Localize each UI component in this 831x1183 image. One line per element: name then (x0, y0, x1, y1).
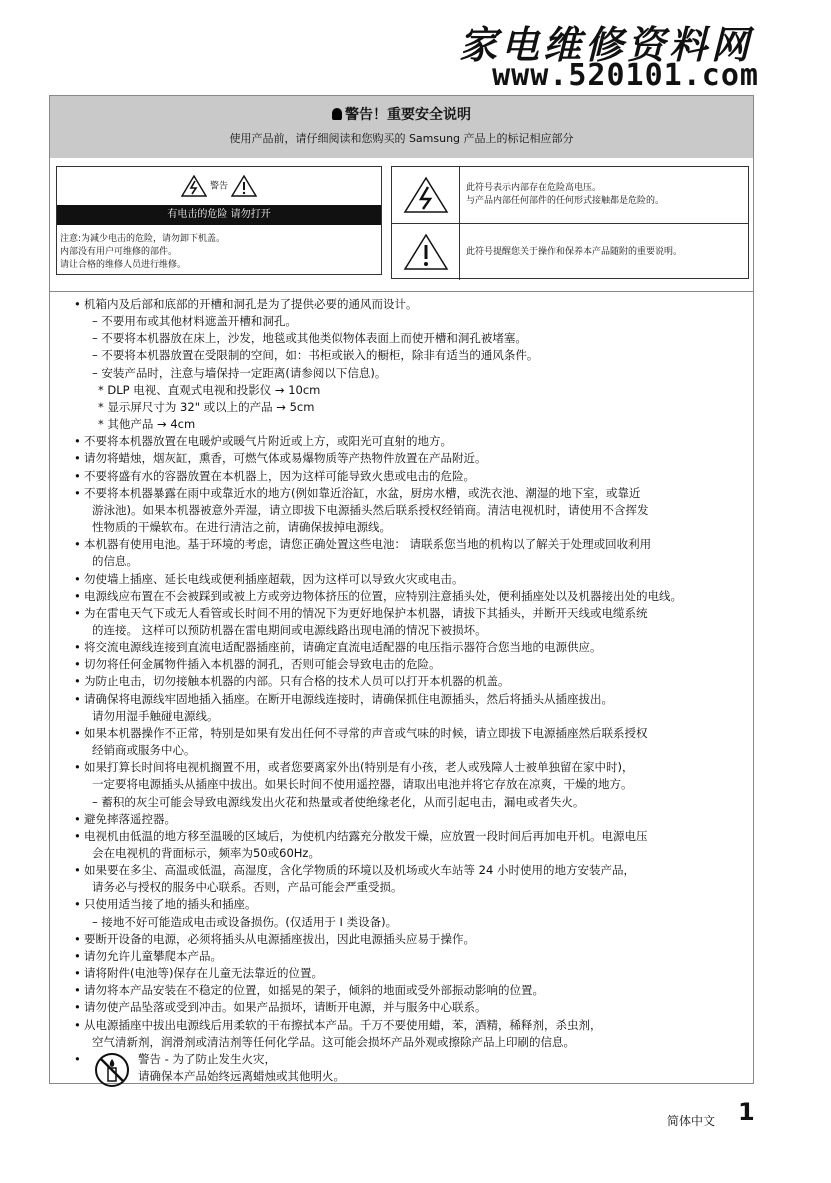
list-item: 会在电视机的背面标示，频率为50或60Hz。 (92, 846, 320, 860)
bullet-item: • 如果要在多尘、高温或低温，高湿度，含化学物质的环境以及机场或火车站等 24 小时使用的地方安装产品， (72, 862, 742, 879)
bullet-item: • 勿使墙上插座、延长电线或便利插座超载，因为这样可以导致火灾或电击。 (72, 571, 742, 588)
bullet-item: • 如果本机器操作不正常，特别是如果有发出任何不寻常的声音或气味的时候，请立即拔下电源插座然后联系授权 (72, 725, 742, 742)
bullet-item: • 电视机由低温的地方移至温暖的区域后，为使机内结露充分散发干燥，应放置一段时间后再加电开机。电源电压 (72, 828, 742, 845)
symbol-row: 此符号提醒您关于操作和保养本产品随附的重要说明。 (392, 223, 748, 280)
list-item: 游泳池)。如果本机器被意外弄湿，请立即拔下电源插头然后联系授权经销商。清洁电视机时，请使用不含挥发 (92, 502, 649, 517)
bullet-item: • 要断开设备的电源，必须将插头从电源插座拔出，因此电源插头应易于操作。 (72, 931, 742, 948)
safety-frame (49, 95, 754, 1084)
bullet-item: • 请勿允许儿童攀爬本产品。 (72, 948, 742, 965)
list-item: – 不要将本机器放置在受限制的空间，如：书柜或嵌入的橱柜，除非有适当的通风条件。 (92, 348, 539, 363)
safety-instructions (72, 296, 742, 1093)
list-item: 一定要将电源插头从插座中拔出。如果长时间不使用遥控器，请取出电池并将它存放在凉爽，干燥的地方。 (92, 777, 633, 792)
fire-warning-line2: 请确保本产品始终远离蜡烛或其他明火。 (138, 1068, 345, 1083)
symbol-table (391, 166, 749, 279)
list-item: 经销商或服务中心。 (92, 743, 196, 758)
symbol-row: 此符号表示内部存在危险高电压。 与产品内部任何部件的任何形式接触都是危险的。 (392, 167, 748, 223)
list-item: – 接地不好可能造成电击或设备损伤。(仅适用于 I 类设备)。 (92, 914, 398, 929)
hand-icon (332, 108, 342, 120)
fire-warning-line1: • 警告 - 为了防止发生火灾， (138, 1051, 276, 1066)
bullet-item: • 不要将本机器放置在电暖炉或暖气片附近或上方，或阳光可直射的地方。 (72, 433, 742, 450)
warning-note: 注意:为减少电击的危险，请勿卸下机盖。 内部没有用户可维修的部件。 请让合格的维修人员进行维修。 (60, 234, 226, 270)
bullet-item: • 为在雷电天气下或无人看管或长时间不用的情况下为更好地保护本机器，请拔下其插头，并断开天线或电缆系统 (72, 605, 742, 622)
page-number: 1 (738, 1098, 755, 1126)
list-item: 请勿用湿手触碰电源线。 (92, 708, 219, 723)
footer-language: 简体中文 (667, 1114, 716, 1128)
banner-subtitle: 使用产品前，请仔细阅读和您购买的 Samsung 产品上的标记相应部分 (229, 132, 574, 145)
bullet-item: • 避免摔落遥控器。 (72, 811, 742, 828)
bullet-item: • 机箱内及后部和底部的开槽和洞孔是为了提供必要的通风而设计。 (72, 296, 742, 313)
list-item: 请务必与授权的服务中心联系。否则，产品可能会严重受损。 (92, 880, 403, 895)
list-item: – 不要用布或其他材料遮盖开槽和洞孔。 (92, 314, 297, 329)
list-item: – 安装产品时，注意与墙保持一定距离(请参阅以下信息)。 (92, 365, 387, 380)
list-item: 的信息。 (92, 554, 138, 569)
bullet-item: • 切勿将任何金属物件插入本机器的洞孔，否则可能会导致电击的危险。 (72, 656, 742, 673)
bullet-item: • 不要将本机器暴露在雨中或靠近水的地方(例如靠近浴缸，水盆，厨房水槽，或洗衣池、潮湿的地下室，或靠近 (72, 485, 742, 502)
list-item: * DLP 电视、直观式电视和投影仪 → 10cm (98, 382, 321, 397)
bullet-item: • 电源线应布置在不会被踩到或被上方或旁边物体挤压的位置，应特别注意插头处，便利插座处以及机器接出处的电线。 (72, 588, 742, 605)
watermark-title: 家电维修资料网 (458, 22, 753, 67)
bullet-item: • 请将附件(电池等)保存在儿童无法靠近的位置。 (72, 965, 742, 982)
bullet-item: • 为防止电击，切勿接触本机器的内部。只有合格的技术人员可以打开本机器的机盖。 (72, 673, 742, 690)
no-flame-icon (94, 1052, 130, 1088)
list-item: * 显示屏尺寸为 32" 或以上的产品 → 5cm (98, 399, 315, 414)
list-item: 性物质的干燥软布。在进行清洁之前，请确保拔掉电源线。 (92, 520, 391, 535)
watermark-url: www.520101.com (492, 58, 759, 93)
warning-banner (50, 96, 753, 158)
section-divider (50, 291, 753, 292)
bullet-item: • 不要将盛有水的容器放置在本机器上，因为这样可能导致火患或电击的危险。 (72, 468, 742, 485)
lightning-triangle-icon (181, 175, 207, 197)
list-item: 空气清新剂，润滑剂或清洁剂等任何化学品。这可能会损坏产品外观或擦除产品上印刷的信息。 (92, 1034, 575, 1049)
bullet-item: • 请勿使产品坠落或受到冲击。如果产品损坏，请断开电源，并与服务中心联系。 (72, 999, 742, 1016)
bullet-item: • 本机器有使用电池。基于环境的考虑，请您正确处置这些电池： 请联系您当地的机构以了解关于处理或回收利用 (72, 536, 742, 553)
bullet-item: • 请勿将本产品安装在不稳定的位置，如摇晃的架子，倾斜的地面或受外部振动影响的位置。 (72, 982, 742, 999)
banner-title: 警告！重要安全说明 (345, 107, 471, 123)
warning-label (56, 166, 382, 275)
warning-bar: 有电击的危险 请勿打开 (57, 205, 381, 225)
bullet-item: • 将交流电源线连接到直流电适配器插座前，请确定直流电适配器的电压指示器符合您当地的电源供应。 (72, 639, 742, 656)
list-item: – 不要将本机器放在床上，沙发，地毯或其他类似物体表面上而使开槽和洞孔被堵塞。 (92, 331, 527, 346)
bullet-item: • 请勿将蜡烛，烟灰缸，熏香，可燃气体或易爆物质等产热物件放置在产品附近。 (72, 450, 742, 467)
warning-caption: 警告 (209, 181, 228, 192)
fire-warning-item (72, 1051, 742, 1093)
bullet-item: • 如果打算长时间将电视机搁置不用，或者您要离家外出(特别是有小孩，老人或残障人士被单独留在家中时)， (72, 759, 742, 776)
exclamation-triangle-icon (231, 175, 257, 197)
list-item: 的连接。 这样可以预防机器在雷电期间或电源线路出现电涌的情况下被损坏。 (92, 622, 487, 637)
bullet-item: • 从电源插座中拔出电源线后用柔软的干布擦拭本产品。千万不要使用蜡，苯，酒精，稀释剂，杀虫剂， (72, 1017, 742, 1034)
exclamation-warning-icon (403, 233, 449, 271)
list-item: – 蓄积的灰尘可能会导致电源线发出火花和热量或者使绝缘老化，从而引起电击，漏电或者失火。 (92, 794, 585, 809)
list-item: * 其他产品 → 4cm (98, 417, 196, 432)
lightning-warning-icon (403, 176, 449, 214)
bullet-item: • 请确保将电源线牢固地插入插座。在断开电源线连接时，请确保抓住电源插头，然后将插头从插座拔出。 (72, 691, 742, 708)
bullet-item: • 只使用适当接了地的插头和插座。 (72, 896, 742, 913)
